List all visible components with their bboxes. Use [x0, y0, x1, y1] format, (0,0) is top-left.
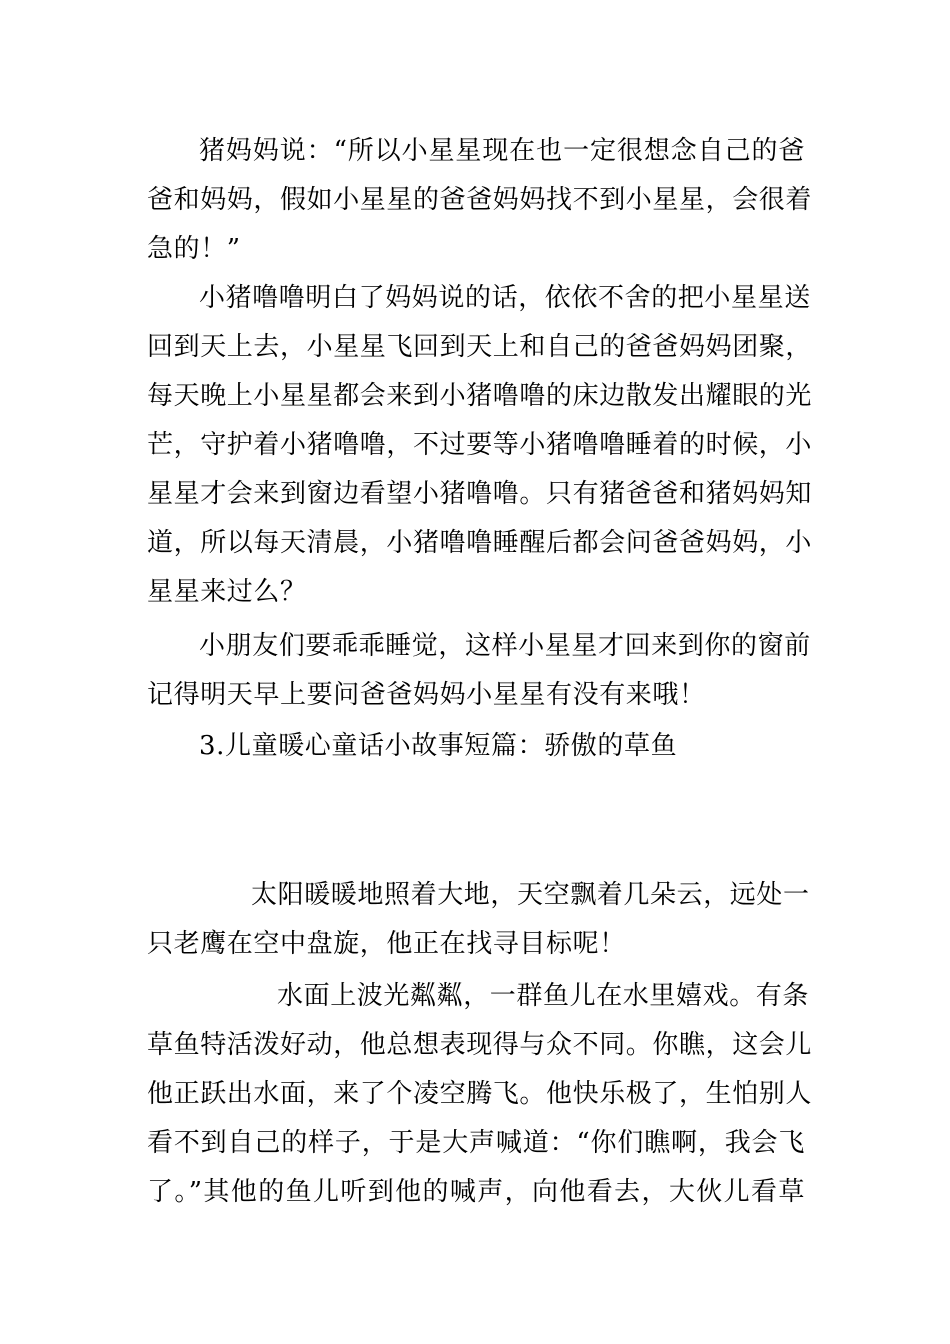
text-line: 爸和妈妈，假如小星星的爸爸妈妈找不到小星星，会很着 — [147, 185, 813, 215]
text-line: 小猪噜噜明白了妈妈说的话，依依不舍的把小星星送 — [199, 283, 811, 313]
text-line: 记得明天早上要问爸爸妈妈小星星有没有来哦！ — [147, 680, 706, 710]
text-line: 只老鹰在空中盘旋，他正在找寻目标呢！ — [147, 929, 626, 959]
text-line: 他正跃出水面，来了个凌空腾飞。他快乐极了，生怕别人 — [147, 1079, 813, 1109]
text-line: 草鱼特活泼好动，他总想表现得与众不同。你瞧，这会儿 — [147, 1030, 813, 1060]
text-line: 水面上波光粼粼，一群鱼儿在水里嬉戏。有条 — [277, 981, 810, 1011]
text-line: 猪妈妈说：“所以小星星现在也一定很想念自己的爸 — [199, 136, 805, 166]
text-line: 了。”其他的鱼儿听到他的喊声，向他看去，大伙儿看草 — [147, 1177, 805, 1207]
text-line: 道，所以每天清晨，小猪噜噜睡醒后都会问爸爸妈妈，小 — [147, 528, 813, 558]
section-heading: 3.儿童暖心童话小故事短篇：骄傲的草鱼 — [199, 731, 678, 761]
text-line: 芒，守护着小猪噜噜，不过要等小猪噜噜睡着的时候，小 — [147, 430, 813, 460]
text-line: 回到天上去，小星星飞回到天上和自己的爸爸妈妈团聚， — [147, 332, 813, 362]
text-line: 每天晚上小星星都会来到小猪噜噜的床边散发出耀眼的光 — [147, 381, 813, 411]
text-line: 急的！” — [147, 234, 241, 264]
text-line: 小朋友们要乖乖睡觉，这样小星星才回来到你的窗前 — [199, 631, 811, 661]
text-line: 星星来过么？ — [147, 577, 307, 607]
text-line: 星星才会来到窗边看望小猪噜噜。只有猪爸爸和猪妈妈知 — [147, 479, 813, 509]
text-line: 看不到自己的样子，于是大声喊道：“你们瞧啊，我会飞 — [147, 1128, 805, 1158]
text-line: 太阳暖暖地照着大地，天空飘着几朵云，远处一 — [251, 880, 810, 910]
